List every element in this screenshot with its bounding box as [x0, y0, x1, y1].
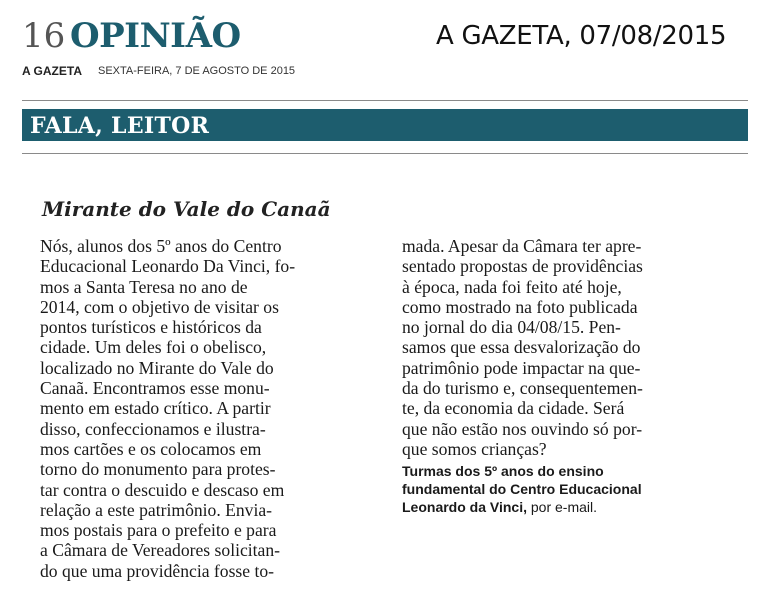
text-line: da do turismo e, consequentemen-: [402, 378, 643, 399]
text-line: como mostrado na foto publicada: [402, 296, 638, 317]
top-rule: [22, 100, 748, 101]
masthead-date: SEXTA-FEIRA, 7 DE AGOSTO DE 2015: [98, 65, 296, 77]
text-line: 2014, com o objetivo de visitar os: [40, 296, 279, 317]
section-title: OPINIÃO: [70, 16, 241, 56]
signature-suffix: por e-mail.: [527, 499, 598, 515]
text-line: que não estão nos ouvindo só por-: [402, 418, 643, 439]
text-line: te, da economia da cidade. Será: [402, 398, 625, 419]
bottom-rule: [22, 153, 748, 154]
date-stamp: A GAZETA, 07/08/2015: [436, 21, 727, 51]
text-line: Educacional Leonardo Da Vinci, fo-: [40, 256, 296, 277]
text-line: relação a este patrimônio. Envia-: [40, 499, 273, 520]
text-line: samos que essa desvalorização do: [402, 337, 641, 358]
masthead-publication: A GAZETA: [22, 64, 82, 78]
text-line: tar contra o descuido e descaso em: [40, 479, 285, 500]
text-line: disso, confeccionamos e ilustra-: [40, 418, 266, 439]
text-line: mada. Apesar da Câmara ter apre-: [402, 236, 642, 256]
text-line: localizado no Mirante do Vale do: [40, 357, 274, 378]
signature-line-1: Turmas dos 5º anos do ensino: [402, 463, 604, 479]
text-line: pontos turísticos e históricos da: [40, 317, 262, 338]
article-signature: [402, 462, 722, 516]
text-line: mos a Santa Teresa no ano de: [40, 276, 248, 297]
text-line: mos cartões e os colocamos em: [40, 438, 262, 459]
text-line: no jornal do dia 04/08/15. Pen-: [402, 317, 621, 338]
text-line: Canaã. Encontramos esse monu-: [40, 378, 270, 399]
banner-label: FALA, LEITOR: [30, 113, 210, 139]
section-banner: [22, 109, 748, 141]
text-line: mos postais para o prefeito e para: [40, 520, 277, 541]
text-line: Nós, alunos dos 5º anos do Centro: [40, 236, 282, 256]
text-line: mento em estado crítico. A partir: [40, 398, 271, 419]
text-line: do que uma providência fosse to-: [40, 560, 275, 581]
text-line: a Câmara de Vereadores solicitan-: [40, 540, 281, 561]
article-column-1: [40, 236, 340, 581]
text-line: que somos crianças?: [402, 438, 547, 459]
text-line: patrimônio pode impactar na que-: [402, 357, 641, 378]
text-line: à época, nada foi feito até hoje,: [402, 276, 622, 297]
signature-line-3: Leonardo da Vinci,: [402, 499, 527, 515]
page-number: 16: [22, 16, 66, 56]
text-line: cidade. Um deles foi o obelisco,: [40, 337, 267, 358]
signature-line-2: fundamental do Centro Educacional: [402, 481, 642, 497]
article-column-2: [402, 236, 702, 459]
text-line: torno do monumento para protes-: [40, 459, 276, 480]
text-line: sentado propostas de providências: [402, 256, 643, 277]
article-headline: Mirante do Vale do Canaã: [42, 197, 331, 221]
